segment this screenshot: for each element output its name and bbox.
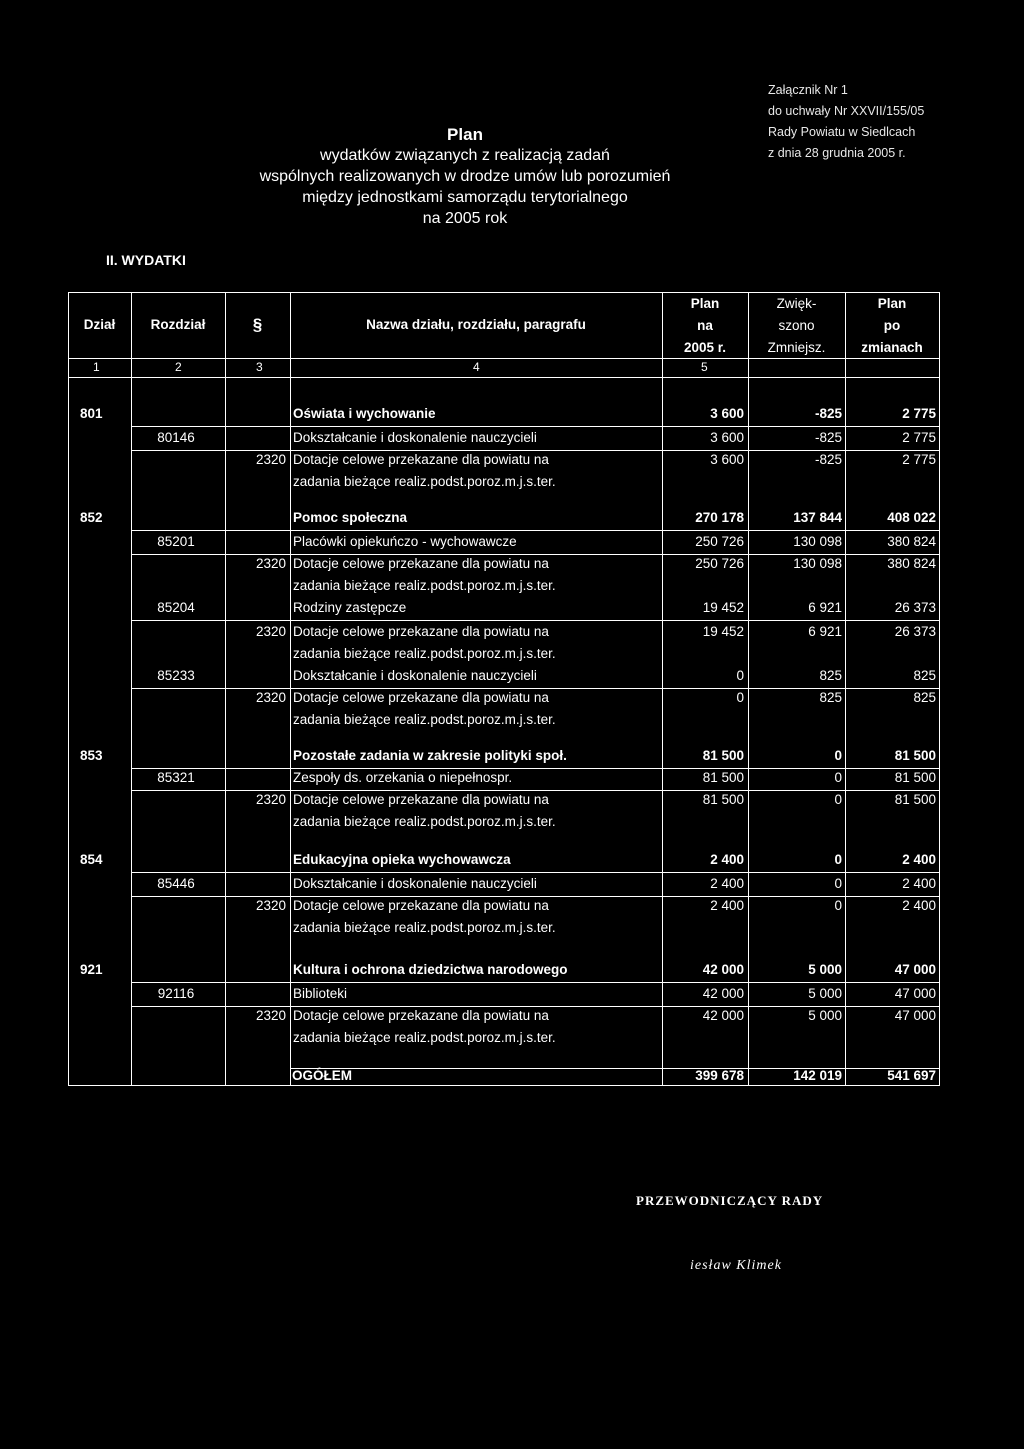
row-name: Kultura i ochrona dziedzictwa narodowego — [293, 962, 568, 977]
plan-after-value: 2 775 — [902, 406, 936, 421]
table-border — [290, 292, 291, 1086]
paragraf-code: 2320 — [255, 1008, 286, 1023]
row-name: Dotacje celowe przekazane dla powiatu na — [293, 452, 549, 467]
table-border — [225, 292, 226, 1086]
col-number: 2 — [175, 360, 182, 374]
plan-after-value: 2 400 — [902, 898, 936, 913]
row-name: Dotacje celowe przekazane dla powiatu na — [293, 556, 549, 571]
row-separator — [131, 872, 940, 873]
change-value: 130 098 — [793, 534, 842, 549]
row-separator — [131, 426, 940, 427]
plan-value: 81 500 — [702, 748, 744, 763]
header-plan — [662, 293, 748, 359]
header-plan-po — [845, 293, 939, 359]
plan-after-value: 47 000 — [894, 962, 936, 977]
dzial-code: 921 — [80, 962, 103, 977]
plan-after-value: 2 400 — [902, 852, 936, 867]
plan-value: 42 000 — [702, 986, 744, 1001]
row-name: Rodziny zastępcze — [293, 600, 407, 615]
change-value: 5 000 — [808, 962, 842, 977]
row-name: Dokształcanie i doskonalenie nauczycieli — [293, 876, 537, 891]
col-number: 4 — [473, 360, 480, 374]
plan-after-value: 380 824 — [887, 556, 936, 571]
table-border — [68, 292, 69, 1086]
header-plan-line: Plan — [690, 296, 720, 311]
paragraf-code: 2320 — [255, 898, 286, 913]
change-value: 137 844 — [793, 510, 842, 525]
change-value: 6 921 — [808, 624, 842, 639]
attachment-line: Załącznik Nr 1 — [768, 83, 848, 97]
change-value: 0 — [834, 770, 842, 785]
row-separator — [131, 688, 940, 689]
plan-after-value: 2 400 — [902, 876, 936, 891]
row-name: Edukacyjna opieka wychowawcza — [293, 852, 511, 867]
col-number: 3 — [256, 360, 263, 374]
row-separator — [131, 768, 940, 769]
change-value: 0 — [834, 898, 842, 913]
title-line: na 2005 rok — [422, 210, 508, 227]
row-name-cont: zadania bieżące realiz.podst.poroz.m.j.s.ter. — [293, 1030, 556, 1045]
plan-after-value: 2 775 — [902, 452, 936, 467]
header-zmiana-line: szono — [778, 318, 815, 333]
header-nazwa: Nazwa działu, rozdziału, paragrafu — [366, 317, 586, 332]
plan-after-value: 81 500 — [894, 770, 936, 785]
change-value: -825 — [814, 406, 842, 421]
col-number: 5 — [701, 360, 708, 374]
header-plan-po-line: po — [883, 318, 901, 333]
total-label: OGÓŁEM — [292, 1068, 352, 1083]
row-name: Oświata i wychowanie — [293, 406, 436, 421]
row-name-cont: zadania bieżące realiz.podst.poroz.m.j.s.ter. — [293, 578, 556, 593]
plan-after-value: 2 775 — [902, 430, 936, 445]
plan-after-value: 825 — [913, 668, 936, 683]
plan-value: 19 452 — [702, 600, 744, 615]
header-plan-line: 2005 r. — [683, 340, 727, 355]
header-zmiana — [748, 293, 845, 359]
row-name-cont: zadania bieżące realiz.podst.poroz.m.j.s.ter. — [293, 474, 556, 489]
plan-value: 81 500 — [702, 770, 744, 785]
row-name-cont: zadania bieżące realiz.podst.poroz.m.j.s.ter. — [293, 814, 556, 829]
plan-value: 0 — [736, 690, 744, 705]
row-name: Dotacje celowe przekazane dla powiatu na — [293, 1008, 549, 1023]
table-border — [939, 292, 940, 1086]
table-border — [131, 292, 132, 1086]
row-name: Zespoły ds. orzekania o niepełnospr. — [293, 770, 513, 785]
row-separator — [131, 554, 940, 555]
row-separator — [131, 790, 940, 791]
rozdzial-code: 85233 — [157, 668, 195, 683]
attachment-line: z dnia 28 grudnia 2005 r. — [768, 146, 906, 160]
row-name: Dokształcanie i doskonalenie nauczycieli — [293, 668, 537, 683]
change-value: 0 — [834, 748, 842, 763]
attachment-line: Rady Powiatu w Siedlcach — [768, 125, 916, 139]
plan-value: 250 726 — [695, 534, 744, 549]
paragraf-code: 2320 — [255, 690, 286, 705]
table-border — [68, 1085, 940, 1086]
attachment-line: do uchwały Nr XXVII/155/05 — [768, 104, 925, 118]
row-separator — [131, 896, 940, 897]
row-name-cont: zadania bieżące realiz.podst.poroz.m.j.s.ter. — [293, 646, 556, 661]
paragraf-code: 2320 — [255, 624, 286, 639]
row-separator — [131, 530, 940, 531]
change-value: 825 — [819, 690, 842, 705]
change-value: 5 000 — [808, 1008, 842, 1023]
plan-value: 2 400 — [710, 876, 744, 891]
plan-value: 3 600 — [710, 430, 744, 445]
plan-value: 3 600 — [710, 406, 744, 421]
change-value: 0 — [834, 876, 842, 891]
row-name: Pozostałe zadania w zakresie polityki społ. — [293, 748, 567, 763]
paragraf-code: 2320 — [255, 792, 286, 807]
plan-after-value: 47 000 — [894, 986, 936, 1001]
change-value: 825 — [819, 668, 842, 683]
row-name: Dokształcanie i doskonalenie nauczycieli — [293, 430, 537, 445]
plan-value: 42 000 — [702, 962, 744, 977]
plan-value: 2 400 — [710, 852, 744, 867]
plan-value: 2 400 — [710, 898, 744, 913]
header-paragraf: § — [252, 315, 263, 334]
change-value: 0 — [834, 852, 842, 867]
plan-value: 0 — [736, 668, 744, 683]
row-name: Dotacje celowe przekazane dla powiatu na — [293, 690, 549, 705]
attachment-note — [768, 80, 924, 164]
plan-after-value: 26 373 — [894, 624, 936, 639]
dzial-code: 801 — [80, 406, 103, 421]
row-name: Dotacje celowe przekazane dla powiatu na — [293, 792, 549, 807]
rozdzial-code: 80146 — [157, 430, 195, 445]
change-value: 6 921 — [808, 600, 842, 615]
title-line: Plan — [447, 125, 483, 144]
row-name-cont: zadania bieżące realiz.podst.poroz.m.j.s.ter. — [293, 920, 556, 935]
header-plan-po-line: zmianach — [861, 340, 923, 355]
rozdzial-code: 85321 — [157, 770, 195, 785]
plan-after-value: 825 — [913, 690, 936, 705]
plan-value: 270 178 — [695, 510, 744, 525]
header-dzial: Dział — [83, 317, 116, 332]
total-zmiana: 142 019 — [793, 1068, 842, 1083]
total-separator — [290, 1068, 940, 1069]
plan-value: 19 452 — [702, 624, 744, 639]
row-name: Dotacje celowe przekazane dla powiatu na — [293, 624, 549, 639]
row-name: Pomoc społeczna — [293, 510, 408, 525]
table-border — [68, 377, 940, 378]
plan-after-value: 26 373 — [894, 600, 936, 615]
title-line: wydatków związanych z realizacją zadań — [320, 147, 610, 164]
header-rozdzial: Rozdział — [150, 317, 206, 332]
plan-after-value: 81 500 — [894, 748, 936, 763]
total-plan: 399 678 — [695, 1068, 744, 1083]
plan-value: 81 500 — [702, 792, 744, 807]
dzial-code: 854 — [80, 852, 103, 867]
row-name: Dotacje celowe przekazane dla powiatu na — [293, 898, 549, 913]
row-separator — [131, 450, 940, 451]
rozdzial-code: 92116 — [157, 986, 195, 1001]
row-separator — [131, 982, 940, 983]
title-line: wspólnych realizowanych w drodze umów lub porozumień — [259, 168, 671, 185]
plan-value: 42 000 — [702, 1008, 744, 1023]
change-value: 5 000 — [808, 986, 842, 1001]
row-separator — [131, 1006, 940, 1007]
change-value: 130 098 — [793, 556, 842, 571]
change-value: 0 — [834, 792, 842, 807]
dzial-code: 852 — [80, 510, 103, 525]
header-zmiana-line: Zmniejsz. — [767, 340, 826, 355]
change-value: -825 — [814, 452, 842, 467]
paragraf-code: 2320 — [255, 556, 286, 571]
header-plan-po-line: Plan — [877, 296, 907, 311]
paragraf-code: 2320 — [255, 452, 286, 467]
header-plan-line: na — [697, 318, 713, 333]
row-name: Placówki opiekuńczo - wychowawcze — [293, 534, 517, 549]
signature-title: PRZEWODNICZĄCY RADY — [636, 1193, 824, 1208]
rozdzial-code: 85204 — [157, 600, 195, 615]
signature-name: iesław Klimek — [690, 1258, 782, 1273]
plan-after-value: 47 000 — [894, 1008, 936, 1023]
change-value: -825 — [814, 430, 842, 445]
row-separator — [131, 620, 940, 621]
header-zmiana-line: Zwięk- — [776, 296, 817, 311]
col-number: 1 — [93, 360, 100, 374]
plan-value: 3 600 — [710, 452, 744, 467]
plan-after-value: 81 500 — [894, 792, 936, 807]
title-line: między jednostkami samorządu terytorialnego — [302, 189, 628, 206]
document-title — [230, 124, 700, 229]
rozdzial-code: 85201 — [157, 534, 195, 549]
section-heading: II. WYDATKI — [106, 252, 186, 268]
total-po: 541 697 — [887, 1068, 936, 1083]
row-name: Biblioteki — [293, 986, 348, 1001]
row-name-cont: zadania bieżące realiz.podst.poroz.m.j.s.ter. — [293, 712, 556, 727]
rozdzial-code: 85446 — [157, 876, 195, 891]
plan-after-value: 408 022 — [887, 510, 936, 525]
plan-after-value: 380 824 — [887, 534, 936, 549]
dzial-code: 853 — [80, 748, 103, 763]
plan-value: 250 726 — [695, 556, 744, 571]
